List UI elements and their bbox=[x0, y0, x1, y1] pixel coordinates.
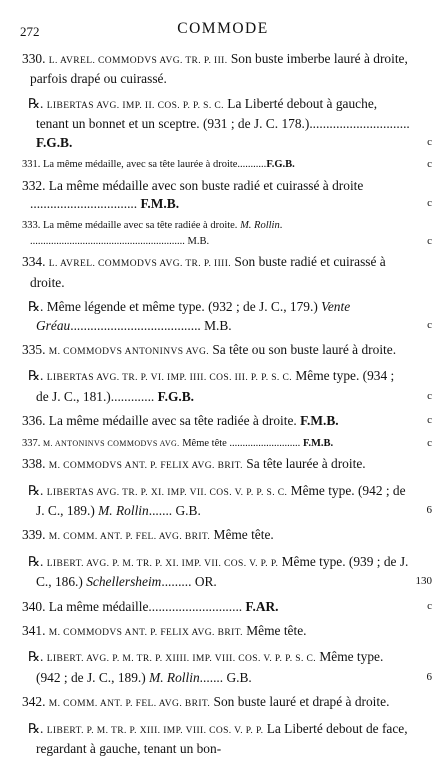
catalog-entry: 341. M. COMMODVS ANT. P. FELIX AVG. BRIT. Même tête. bbox=[22, 622, 307, 638]
catalog-entry-reverse: ℞. LIBERT. AVG. P. M. TR. P. XIIII. IMP. VIII. COS. V. P. P. S. C. Même type. (942 ; de J. C., 189.) M. Rollin....... G.B. 6 bbox=[28, 649, 432, 685]
catalog-entry: 336. La même médaille avec sa tête radiée à droite. F.M.B. c bbox=[22, 413, 432, 429]
rarity-mark: 130 bbox=[415, 575, 432, 588]
page-number: 272 bbox=[20, 24, 40, 39]
catalog-entries bbox=[0, 48, 446, 762]
rarity-mark: 6 bbox=[426, 670, 432, 683]
catalog-entry-reverse: ℞. LIBERTAS AVG. IMP. II. COS. P. P. S. C. La Liberté debout à gauche, tenant un bonnet et un sceptre. (931 ; de J. C. 178.).............................. F.G.B. c bbox=[28, 95, 432, 150]
running-title: COMMODE bbox=[177, 20, 269, 37]
rarity-mark: c bbox=[427, 389, 432, 402]
catalog-entry: 339. M. COMM. ANT. P. FEL. AVG. BRIT. Même tête. bbox=[22, 527, 274, 543]
catalog-entry-reverse: ℞. LIBERT. P. M. TR. P. XIII. IMP. VIII. COS. V. P. P. La Liberté debout de face, regardant à gauche, tenant un bon- bbox=[28, 720, 408, 756]
rarity-mark: c bbox=[427, 599, 432, 612]
catalog-entry: 340. La même médaille............................ F.AR. c bbox=[22, 598, 432, 614]
rarity-mark: c bbox=[427, 414, 432, 427]
catalog-entry-reverse: ℞. LIBERT. AVG. P. M. TR. P. XI. IMP. VII. COS. V. P. P. Même type. (939 ; de J. C., 186.) Schellersheim......... OR. 130 bbox=[28, 553, 432, 590]
rarity-mark: c bbox=[427, 234, 432, 247]
rarity-mark: c bbox=[427, 318, 432, 331]
catalog-entry: 333. La même médaille avec sa tête radiée à droite. M. Rollin. ........................................................... M.B. c bbox=[0, 217, 446, 251]
rarity-mark: c bbox=[427, 196, 432, 209]
catalog-entry: 332. La même médaille avec son buste radié et cuirassé à droite ................................ F.M.B. c bbox=[22, 177, 432, 211]
catalog-entry: 334. L. AVREL. COMMODVS AVG. TR. P. IIII. Son buste radié et cuirassé à droite. bbox=[22, 254, 386, 290]
catalog-entry: 330. L. AVREL. COMMODVS AVG. TR. P. III. Son buste imberbe lauré à droite, parfois drapé ou cuirassé. bbox=[22, 51, 408, 87]
catalog-entry: 338. M. COMMODVS ANT. P. FELIX AVG. BRIT. Sa tête laurée à droite. bbox=[22, 456, 366, 472]
catalog-entry: 335. M. COMMODVS ANTONINVS AVG. Sa tête ou son buste lauré à droite. bbox=[22, 341, 397, 357]
rarity-mark: 6 bbox=[426, 503, 432, 516]
rarity-mark: c bbox=[427, 158, 432, 171]
catalog-entry: 331. La même médaille, avec sa tête laurée à droite...........F.G.B. c bbox=[0, 156, 446, 175]
rarity-mark: c bbox=[427, 135, 432, 148]
catalog-entry: 342. M. COMM. ANT. P. FEL. AVG. BRIT. Son buste lauré et drapé à droite. bbox=[22, 694, 390, 710]
page-header bbox=[0, 18, 446, 40]
catalog-entry: 337. M. ANTONINVS COMMODVS AVG. Même tête ........................... F.M.B. c bbox=[0, 435, 446, 454]
rarity-mark: c bbox=[427, 436, 432, 449]
catalog-entry-reverse: ℞. LIBERTAS AVG. TR. P. XI. IMP. VII. COS. V. P. P. S. C. Même type. (942 ; de J. C., 189.) M. Rollin....... G.B. 6 bbox=[28, 482, 432, 518]
catalog-entry-reverse: ℞. Même légende et même type. (932 ; de J. C., 179.) Vente Gréau....................................... M.B. c bbox=[28, 299, 432, 333]
catalog-entry-reverse: ℞. LIBERTAS AVG. TR. P. VI. IMP. IIII. COS. III. P. P. S. C. Même type. (934 ; de J. C., 181.)............. F.G.B. c bbox=[28, 368, 432, 404]
